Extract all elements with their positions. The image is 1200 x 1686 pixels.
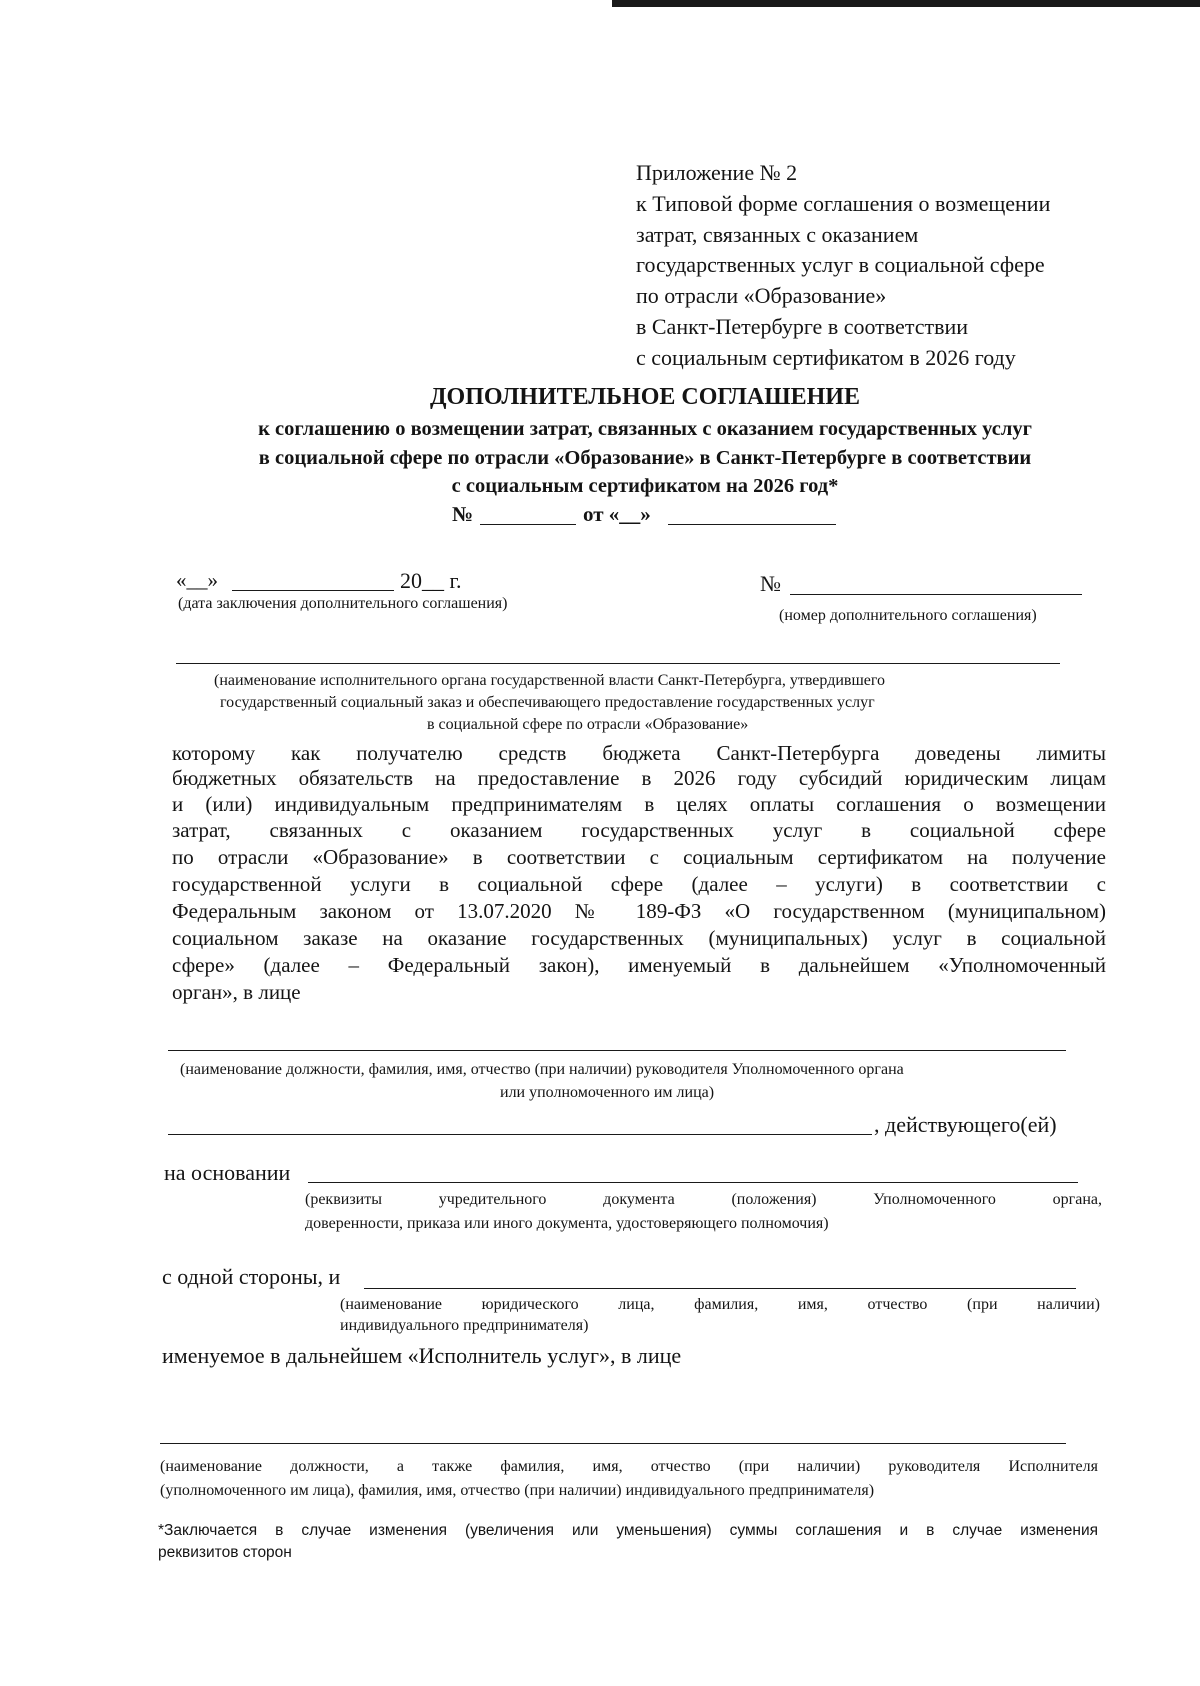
other-side-label: с одной стороны, и bbox=[162, 1264, 341, 1289]
appendix-line: в Санкт-Петербурге в соответствии bbox=[636, 313, 969, 339]
basis-line bbox=[308, 1182, 1078, 1183]
paragraph-line: которому как получателю средств бюджета Санкт-Петербурга доведены лимиты bbox=[172, 741, 1106, 765]
title-subline: с социальным сертификатом на 2026 год* bbox=[451, 475, 839, 497]
acting-text: , действующего(ей) bbox=[874, 1112, 1057, 1137]
other-side-caption-line: индивидуального предпринимателя) bbox=[340, 1317, 589, 1334]
basis-label: на основании bbox=[164, 1160, 291, 1185]
appendix-line: затрат, связанных с оказанием bbox=[636, 221, 919, 247]
org-caption-line: государственный социальный заказ и обеспечивающего предоставление государственных услуг bbox=[220, 694, 875, 711]
executor-line: именуемое в дальнейшем «Исполнитель услуг», в лице bbox=[162, 1343, 682, 1368]
executor-name-line bbox=[364, 1288, 1076, 1289]
acting-line bbox=[168, 1134, 872, 1135]
title-number-label: № bbox=[452, 502, 474, 526]
footnote-line: реквизитов сторон bbox=[158, 1544, 292, 1561]
title-subline: к соглашению о возмещении затрат, связанных с оказанием государственных услуг bbox=[258, 418, 1032, 440]
title-number-line bbox=[480, 524, 576, 525]
org-caption-line: в социальной сфере по отрасли «Образование» bbox=[427, 716, 749, 733]
agreement-number-label: № bbox=[760, 571, 781, 596]
executor-caption-line: (уполномоченного им лица), фамилия, имя, отчество (при наличии) индивидуального предпринимателя) bbox=[160, 1482, 875, 1499]
paragraph-line: по отрасли «Образование» в соответствии с социальным сертификатом на получение bbox=[172, 845, 1106, 869]
appendix-line: с социальным сертификатом в 2026 году bbox=[636, 344, 1016, 370]
title-date-line bbox=[668, 524, 836, 525]
date-caption: (дата заключения дополнительного соглашения) bbox=[178, 595, 508, 612]
org-caption-line: (наименование исполнительного органа государственной власти Санкт-Петербурга, утвердившего bbox=[214, 672, 886, 689]
title-subline: в социальной сфере по отрасли «Образование» в Санкт-Петербурге в соответствии bbox=[258, 447, 1032, 469]
executor-rep-line bbox=[160, 1443, 1066, 1444]
appendix-header bbox=[636, 158, 1050, 374]
appendix-line: государственных услуг в социальной сфере bbox=[636, 252, 1045, 278]
paragraph-line: Федеральным законом от 13.07.2020 № 189-ФЗ «О государственном (муниципальном) bbox=[172, 899, 1106, 923]
footnote-line: *Заключается в случае изменения (увеличения или уменьшения) суммы соглашения и в случае изменения bbox=[158, 1522, 1098, 1539]
paragraph-line: бюджетных обязательств на предоставление в 2026 году субсидий юридическим лицам bbox=[172, 766, 1106, 790]
scan-edge bbox=[612, 0, 1200, 7]
title-date-label: от «__» bbox=[583, 502, 651, 526]
paragraph-line: сфере» (далее – Федеральный закон), именуемый в дальнейшем «Уполномоченный bbox=[172, 953, 1106, 977]
head-caption-line: (наименование должности, фамилия, имя, отчество (при наличии) руководителя Уполномоченного органа bbox=[180, 1061, 904, 1078]
paragraph-line: и (или) индивидуальным предпринимателям в целях оплаты соглашения о возмещении bbox=[172, 792, 1106, 816]
basis-caption-line: (реквизиты учредительного документа (положения) Уполномоченного органа, bbox=[305, 1191, 1102, 1208]
paragraph-line: государственной услуги в социальной сфере (далее – услуги) в соответствии с bbox=[172, 872, 1106, 896]
org-name-line bbox=[176, 663, 1060, 664]
basis-caption-line: доверенности, приказа или иного документа, удостоверяющего полномочия) bbox=[305, 1215, 829, 1232]
document-title: ДОПОЛНИТЕЛЬНОЕ СОГЛАШЕНИЕ bbox=[430, 384, 860, 410]
appendix-line: по отрасли «Образование» bbox=[636, 283, 887, 309]
paragraph-line: орган», в лице bbox=[172, 980, 301, 1004]
date-year: 20__ г. bbox=[400, 568, 462, 593]
paragraph-line: затрат, связанных с оказанием государственных услуг в социальной сфере bbox=[172, 818, 1106, 842]
agreement-number-line bbox=[790, 594, 1082, 595]
other-side-caption-line: (наименование юридического лица, фамилия, имя, отчество (при наличии) bbox=[340, 1296, 1100, 1313]
head-name-line bbox=[168, 1050, 1066, 1051]
agreement-number-caption: (номер дополнительного соглашения) bbox=[779, 607, 1037, 624]
date-month-line bbox=[232, 590, 394, 591]
head-caption-line: или уполномоченного им лица) bbox=[500, 1084, 715, 1101]
appendix-line: Приложение № 2 bbox=[636, 160, 798, 185]
executor-caption-line: (наименование должности, а также фамилия, имя, отчество (при наличии) руководителя Исполнителя bbox=[160, 1458, 1098, 1475]
paragraph-line: социальном заказе на оказание государственных (муниципальных) услуг в социальной bbox=[172, 926, 1106, 950]
date-day: «__» bbox=[176, 568, 218, 592]
appendix-line: к Типовой форме соглашения о возмещении bbox=[636, 190, 1051, 216]
